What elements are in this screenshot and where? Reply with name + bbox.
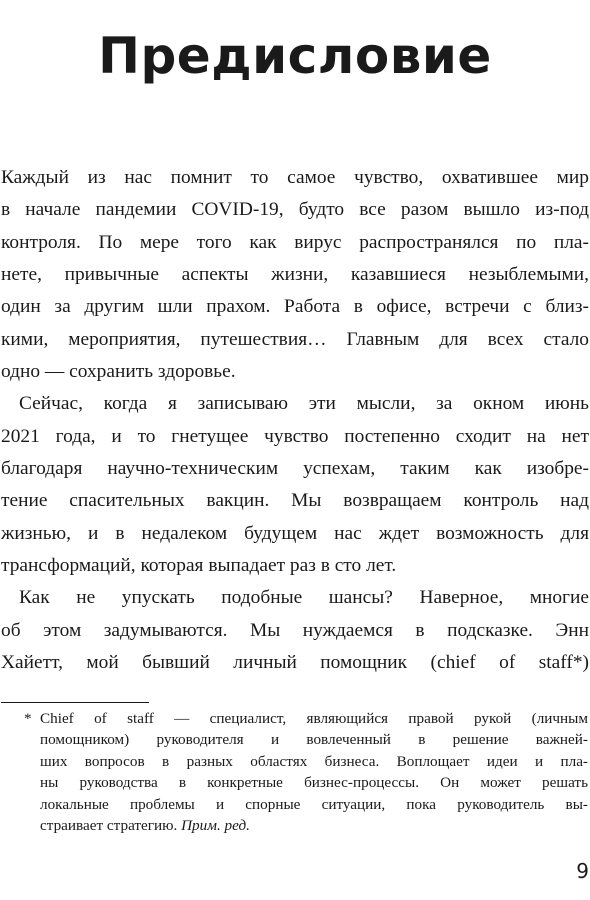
editor-note: Прим. ред. xyxy=(181,817,250,835)
footnote-last-line xyxy=(40,815,588,836)
footnote-line: Chief of staff — специалист, являющийся правой рукой (личным xyxy=(40,710,588,727)
footnote-line: ны руководства в конкретные бизнес-процессы. Он может решать xyxy=(40,774,588,792)
footnote-line: помощником) руководителя и вовлеченный в решение важней- xyxy=(40,731,588,749)
text-line: один за другим шли прахом. Работа в офисе, встречи с близ- xyxy=(1,296,589,318)
paragraph-1 xyxy=(1,162,589,388)
text-line: Сейчас, когда я записываю эти мысли, за окном июнь xyxy=(19,393,589,415)
text-line: 2021 года, и то гнетущее чувство постепенно сходит на нет xyxy=(1,425,589,447)
text-line: нете, привычные аспекты жизни, казавшиеся незыблемыми, xyxy=(1,264,589,286)
footnote-marker: * xyxy=(24,710,32,727)
footnote-divider xyxy=(1,702,149,703)
text-line: жизнью, и в недалеком будущем нас ждет возможность для xyxy=(1,522,589,544)
text-line: благодаря научно-техническим успехам, таким как изобре- xyxy=(1,458,589,480)
footnote-text: страивает стратегию. xyxy=(40,817,178,835)
text-line: об этом задумываются. Мы нуждаемся в подсказке. Энн xyxy=(1,619,589,641)
paragraph-2 xyxy=(1,388,589,582)
main-text xyxy=(1,162,589,680)
text-line: Хайетт, мой бывший личный помощник (chief of staff*) xyxy=(1,652,589,674)
text-line: трансформаций, которая выпадает раз в сто лет. xyxy=(1,555,397,577)
text-line: контроля. По мере того как вирус распространялся по пла- xyxy=(1,231,589,253)
text-line: одно — сохранить здоровье. xyxy=(1,361,236,383)
text-line: Как не упускать подобные шансы? Наверное, многие xyxy=(19,587,589,609)
text-line: Каждый из нас помнит то самое чувство, охватившее мир xyxy=(1,167,589,188)
footnote xyxy=(24,708,588,836)
text-line: тение спасительных вакцин. Мы возвращаем контроль над xyxy=(1,490,589,512)
footnote-line: локальные проблемы и спорные ситуации, пока руководитель вы- xyxy=(40,795,588,813)
footnote-line: ших вопросов в разных областях бизнеса. Воплощает идеи и пла- xyxy=(40,752,588,770)
paragraph-3 xyxy=(1,582,589,679)
page-title: Предисловие xyxy=(98,26,492,85)
text-line: кими, мероприятия, путешествия… Главным для всех стало xyxy=(1,328,589,350)
page-number: 9 xyxy=(576,859,589,883)
text-line: в начале пандемии COVID-19, будто все разом вышло из-под xyxy=(1,199,589,221)
